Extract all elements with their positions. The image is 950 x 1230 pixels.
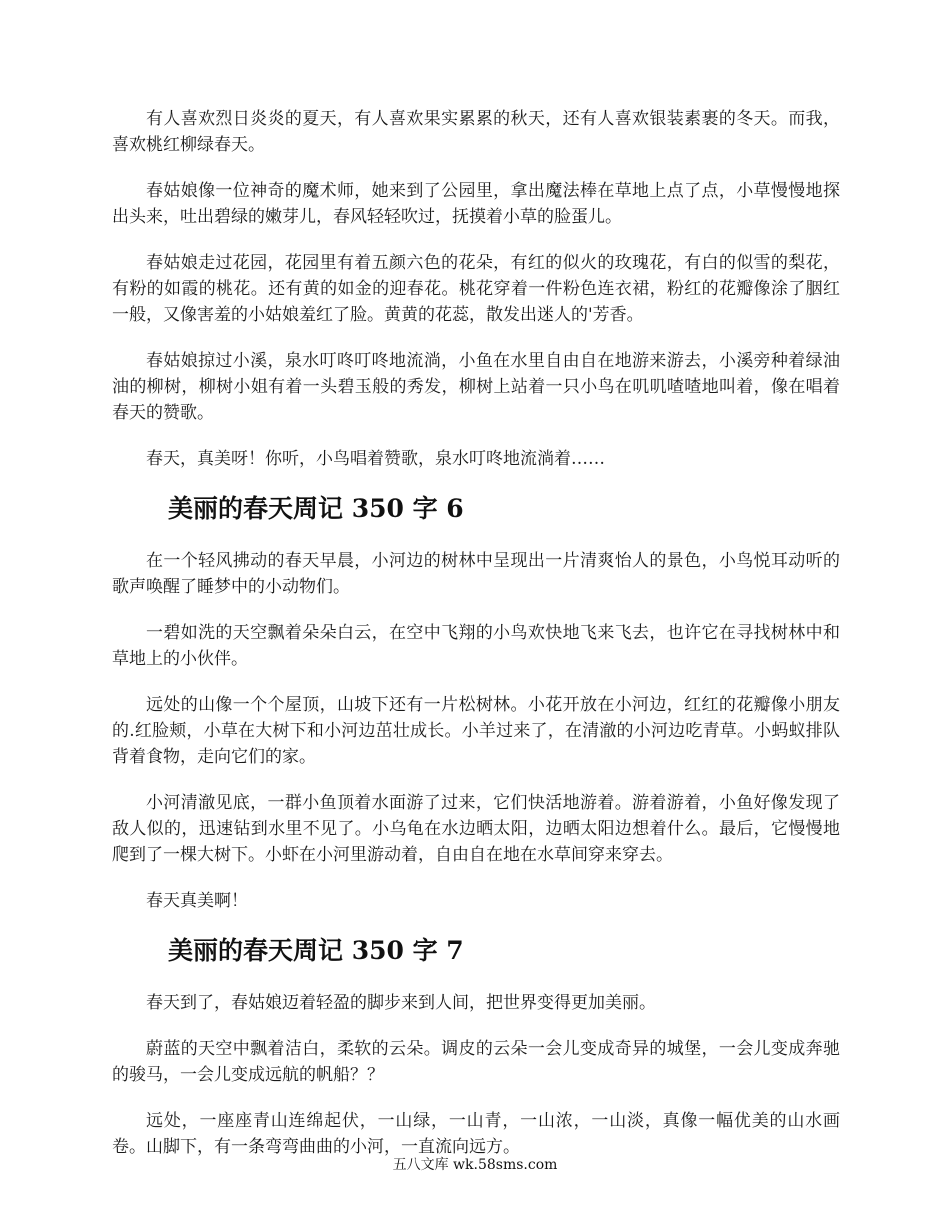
section-heading: 美丽的春天周记 350 字 7 bbox=[168, 936, 464, 965]
paragraph: 春天到了，春姑娘迈着轻盈的脚步来到人间，把世界变得更加美丽。 bbox=[146, 993, 656, 1013]
paragraph: 春姑娘走过花园，花园里有着五颜六色的花朵，有红的似火的玫瑰花，有白的似雪的梨花，有粉的如霞的桃花。还有黄的如金的迎春花。桃花穿着一件粉色连衣裙，粉红的花瓣像涂了胭红一般，又像害羞的小姑娘羞红了脸。黄黄的花蕊，散发出迷人的'芳香。 bbox=[112, 253, 840, 325]
paragraph: 春天，真美呀！你听，小鸟唱着赞歌，泉水叮咚地流淌着…… bbox=[146, 449, 605, 469]
footer-watermark-text: 五八文库 wk.58sms.com bbox=[392, 1157, 558, 1173]
paragraph: 远处，一座座青山连绵起伏，一山绿，一山青，一山浓，一山淡，真像一幅优美的山水画卷。山脚下，有一条弯弯曲曲的小河，一直流向远方。 bbox=[112, 1111, 840, 1157]
document-page bbox=[112, 106, 840, 1180]
paragraph: 一碧如洗的天空飘着朵朵白云，在空中飞翔的小鸟欢快地飞来飞去，也许它在寻找树林中和草地上的小伙伴。 bbox=[112, 623, 840, 669]
paragraph: 小河清澈见底，一群小鱼顶着水面游了过来，它们快活地游着。游着游着，小鱼好像发现了敌人似的，迅速钻到水里不见了。小乌龟在水边晒太阳，边晒太阳边想着什么。最后，它慢慢地爬到了一棵大树下。小虾在小河里游动着，自由自在地在水草间穿来穿去。 bbox=[112, 793, 840, 865]
paragraph: 在一个轻风拂动的春天早晨，小河边的树林中呈现出一片清爽怡人的景色，小鸟悦耳动听的歌声唤醒了睡梦中的小动物们。 bbox=[112, 551, 840, 597]
paragraph: 春姑娘掠过小溪，泉水叮咚叮咚地流淌，小鱼在水里自由自在地游来游去，小溪旁种着绿油油的柳树，柳树小姐有着一头碧玉般的秀发，柳树上站着一只小鸟在叽叽喳喳地叫着，像在唱着春天的赞歌。 bbox=[112, 351, 840, 423]
page-footer bbox=[0, 1155, 950, 1175]
paragraph: 远处的山像一个个屋顶，山坡下还有一片松树林。小花开放在小河边，红红的花瓣像小朋友的.红脸颊，小草在大树下和小河边茁壮成长。小羊过来了，在清澈的小河边吃青草。小蚂蚁排队背着食物，走向它们的家。 bbox=[112, 695, 840, 767]
paragraph: 春天真美啊！ bbox=[146, 891, 248, 911]
paragraph: 有人喜欢烈日炎炎的夏天，有人喜欢果实累累的秋天，还有人喜欢银装素裹的冬天。而我，喜欢桃红柳绿春天。 bbox=[112, 109, 840, 155]
section-heading: 美丽的春天周记 350 字 6 bbox=[168, 494, 464, 523]
paragraph: 春姑娘像一位神奇的魔术师，她来到了公园里，拿出魔法棒在草地上点了点，小草慢慢地探出头来，吐出碧绿的嫩芽儿，春风轻轻吹过，抚摸着小草的脸蛋儿。 bbox=[112, 181, 840, 227]
paragraph: 蔚蓝的天空中飘着洁白，柔软的云朵。调皮的云朵一会儿变成奇异的城堡，一会儿变成奔驰的骏马，一会儿变成远航的帆船？？ bbox=[112, 1039, 840, 1085]
